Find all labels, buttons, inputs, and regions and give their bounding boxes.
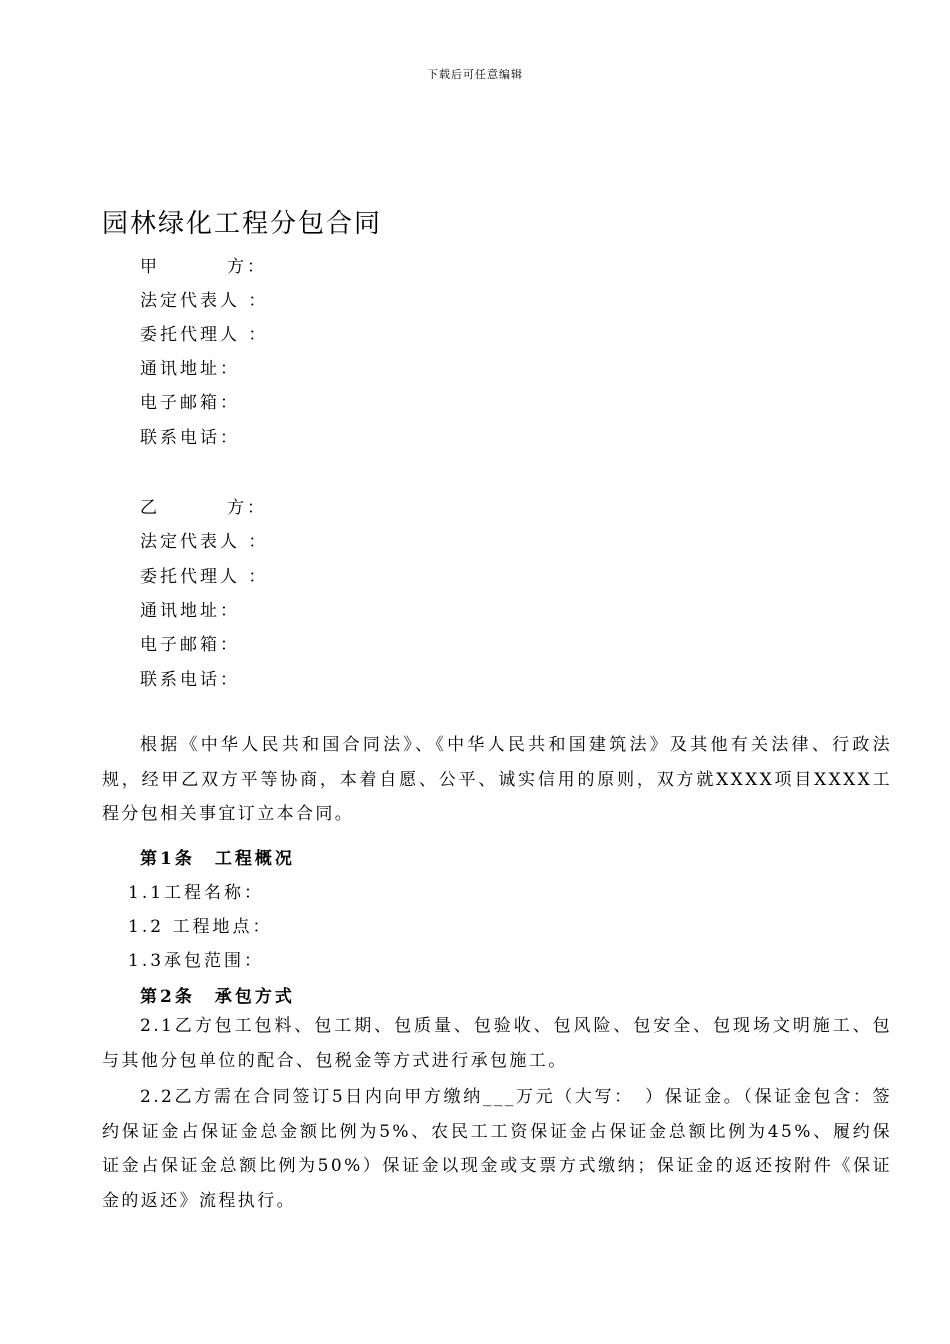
party-b-email: 电子邮箱： bbox=[140, 635, 240, 655]
party-a-legal-rep: 法定代表人 ： bbox=[140, 291, 269, 311]
party-a-label-tail: 方： bbox=[227, 257, 267, 277]
party-b-address: 通讯地址： bbox=[140, 601, 240, 621]
article-1-item-1: 1.1工程名称： bbox=[128, 883, 265, 903]
party-a-name-line bbox=[140, 252, 267, 277]
party-b-label-tail: 方： bbox=[227, 498, 267, 518]
party-a-address: 通讯地址： bbox=[140, 359, 240, 379]
article-1-heading: 第1条 工程概况 bbox=[140, 849, 295, 869]
party-b-legal-rep: 法定代表人 ： bbox=[140, 532, 269, 552]
party-a-agent: 委托代理人 ： bbox=[140, 325, 269, 345]
preamble-paragraph: 根据《中华人民共和国合同法》、《中华人民共和国建筑法》及其他有关法律、行政法规，经甲乙双方平等协商，本着自愿、公平、诚实信用的原则，双方就XXXX项目XXXX工程分包相关事宜订立本合同。 bbox=[102, 735, 892, 824]
party-b-label: 乙 bbox=[140, 498, 160, 518]
party-a-phone: 联系电话： bbox=[140, 428, 240, 448]
party-b-phone: 联系电话： bbox=[140, 670, 240, 690]
article-2-heading: 第2条 承包方式 bbox=[140, 987, 295, 1007]
article-2-clause-1: 2.1乙方包工包料、包工期、包质量、包验收、包风险、包安全、包现场文明施工、包与其他分包单位的配合、包税金等方式进行承包施工。 bbox=[102, 1016, 892, 1071]
party-a-email: 电子邮箱： bbox=[140, 393, 240, 413]
article-2-clause-2: 2.2乙方需在合同签订5日内向甲方缴纳___万元（大写： ）保证金。（保证金包含：签约保证金占保证金总金额比例为5%、农民工工资保证金占保证金总额比例为45%、履约保证金占保证金总额比例为50%）保证金以现金或支票方式缴纳；保证金的返还按附件《保证金的返还》流程执行。 bbox=[102, 1087, 892, 1211]
document-title: 园林绿化工程分包合同 bbox=[102, 209, 383, 239]
article-1-item-2: 1.2 工程地点： bbox=[128, 917, 273, 937]
party-b-name-line bbox=[140, 493, 267, 518]
party-b-agent: 委托代理人 ： bbox=[140, 567, 269, 587]
page-header-note: 下载后可任意编辑 bbox=[427, 68, 523, 81]
party-a-label: 甲 bbox=[140, 257, 160, 277]
article-1-item-3: 1.3承包范围： bbox=[128, 951, 265, 971]
